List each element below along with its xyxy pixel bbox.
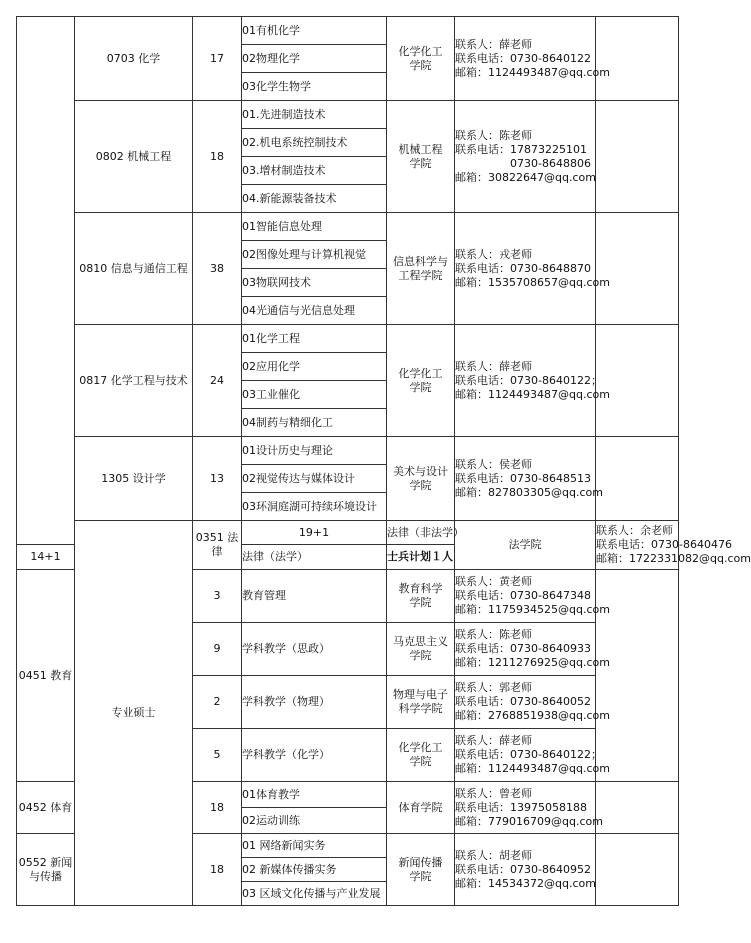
- college-name: 信息科学与 工程学院: [387, 213, 455, 325]
- note-cell: [596, 570, 679, 782]
- research-direction: 学科教学（思政）: [242, 623, 387, 676]
- research-direction: 01设计历史与理论: [242, 437, 387, 465]
- research-direction: 教育管理: [242, 570, 387, 623]
- contact-info: 联系人：陈老师 联系电话：17873225101 0730-8648806 邮箱：30822647@qq.com: [455, 101, 596, 213]
- research-direction: 01化学工程: [242, 325, 387, 353]
- enroll-count: 3: [193, 570, 242, 623]
- note-cell: [596, 213, 679, 325]
- research-direction: 03物联网技术: [242, 269, 387, 297]
- research-direction: 03化学生物学: [242, 73, 387, 101]
- research-direction: 02物理化学: [242, 45, 387, 73]
- college-name: 化学化工 学院: [387, 17, 455, 101]
- research-direction: 04制药与精细化工: [242, 409, 387, 437]
- major-name: 0351 法律: [193, 521, 242, 570]
- contact-info: 联系人：余老师 联系电话：0730-8640476 邮箱：1722331082@qq.com: [596, 521, 679, 570]
- major-name: 0552 新闻与传播: [17, 834, 75, 906]
- enroll-count: 13: [193, 437, 242, 521]
- research-direction: 01智能信息处理: [242, 213, 387, 241]
- enroll-count: 5: [193, 729, 242, 782]
- enroll-count: 9: [193, 623, 242, 676]
- enroll-count: 18: [193, 834, 242, 906]
- contact-info: 联系人：曾老师 联系电话：13975058188 邮箱：779016709@qq.com: [455, 782, 596, 834]
- major-name: 0802 机械工程: [75, 101, 193, 213]
- major-name: 1305 设计学: [75, 437, 193, 521]
- research-direction: 02.机电系统控制技术: [242, 129, 387, 157]
- enroll-count: 18: [193, 782, 242, 834]
- note-cell: [596, 101, 679, 213]
- research-direction: 02运动训练: [242, 808, 387, 834]
- contact-info: 联系人：薛老师 联系电话：0730-8640122 邮箱：1124493487@qq.com: [455, 17, 596, 101]
- table-row: [17, 17, 679, 45]
- enroll-count: 17: [193, 17, 242, 101]
- college-name: 化学化工 学院: [387, 729, 455, 782]
- research-direction: 01 网络新闻实务: [242, 834, 387, 858]
- college-name: 美术与设计 学院: [387, 437, 455, 521]
- enroll-count: 18: [193, 101, 242, 213]
- enroll-count: 2: [193, 676, 242, 729]
- enroll-count: 14+1: [17, 545, 75, 570]
- research-direction: 学科教学（化学）: [242, 729, 387, 782]
- college-name: 化学化工 学院: [387, 325, 455, 437]
- research-direction: 02图像处理与计算机视觉: [242, 241, 387, 269]
- research-direction: 04.新能源装备技术: [242, 185, 387, 213]
- enroll-count: 38: [193, 213, 242, 325]
- enroll-count: 24: [193, 325, 242, 437]
- college-name: 机械工程 学院: [387, 101, 455, 213]
- research-direction: 03 区域文化传播与产业发展: [242, 882, 387, 906]
- contact-info: 联系人：侯老师 联系电话：0730-8648513 邮箱：827803305@qq.com: [455, 437, 596, 521]
- research-direction: 04光通信与光信息处理: [242, 297, 387, 325]
- major-name: 0810 信息与通信工程: [75, 213, 193, 325]
- soldier-plan-note: 士兵计划１人: [387, 545, 455, 570]
- contact-info: 联系人：黄老师 联系电话：0730-8647348 邮箱：1175934525@qq.com: [455, 570, 596, 623]
- major-name: 0703 化学: [75, 17, 193, 101]
- contact-info: 联系人：陈老师 联系电话：0730-8640933 邮箱：1211276925@qq.com: [455, 623, 596, 676]
- college-name: 马克思主义 学院: [387, 623, 455, 676]
- category-cell-academic: [17, 17, 75, 545]
- enroll-count: 19+1: [242, 521, 387, 545]
- research-direction: 学科教学（物理）: [242, 676, 387, 729]
- college-name: 教育科学 学院: [387, 570, 455, 623]
- note-cell: [596, 17, 679, 101]
- contact-info: 联系人：薛老师 联系电话：0730-8640122； 邮箱：1124493487@qq.com: [455, 325, 596, 437]
- contact-info: 联系人：郭老师 联系电话：0730-8640052 邮箱：2768851938@qq.com: [455, 676, 596, 729]
- research-direction: 02 新媒体传播实务: [242, 858, 387, 882]
- contact-info: 联系人：胡老师 联系电话：0730-8640952 邮箱：14534372@qq.com: [455, 834, 596, 906]
- research-direction: 03工业催化: [242, 381, 387, 409]
- major-name: 0452 体育: [17, 782, 75, 834]
- research-direction: 03环洞庭湖可持续环境设计: [242, 493, 387, 521]
- note-cell: [596, 782, 679, 834]
- major-name: 0817 化学工程与技术: [75, 325, 193, 437]
- college-name: 法学院: [455, 521, 596, 570]
- note-cell: [596, 834, 679, 906]
- research-direction: 02应用化学: [242, 353, 387, 381]
- contact-info: 联系人：戎老师 联系电话：0730-8648870 邮箱：1535708657@qq.com: [455, 213, 596, 325]
- note-cell: [596, 325, 679, 437]
- category-cell-professional: 专业硕士: [75, 521, 193, 906]
- contact-info: 联系人：薛老师 联系电话：0730-8640122； 邮箱：1124493487@qq.com: [455, 729, 596, 782]
- enrollment-table: [16, 16, 751, 906]
- research-direction: 01.先进制造技术: [242, 101, 387, 129]
- college-name: 新闻传播 学院: [387, 834, 455, 906]
- college-name: 物理与电子 科学学院: [387, 676, 455, 729]
- major-name: 0451 教育: [17, 570, 75, 782]
- college-name: 体育学院: [387, 782, 455, 834]
- research-direction: 03.增材制造技术: [242, 157, 387, 185]
- research-direction: 法律（非法学）: [387, 521, 455, 545]
- note-cell: [596, 437, 679, 521]
- research-direction: 02视觉传达与媒体设计: [242, 465, 387, 493]
- research-direction: 法律（法学）: [242, 545, 387, 570]
- research-direction: 01体育教学: [242, 782, 387, 808]
- research-direction: 01有机化学: [242, 17, 387, 45]
